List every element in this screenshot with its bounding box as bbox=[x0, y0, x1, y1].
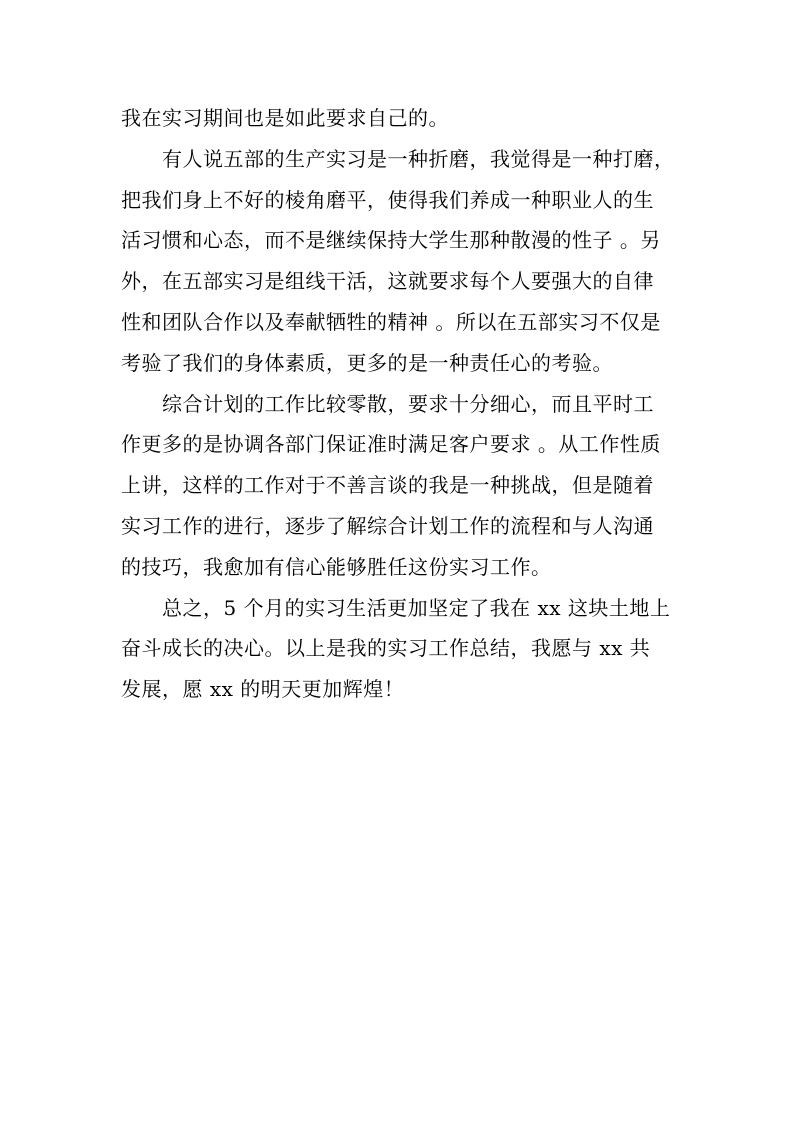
document-body bbox=[121, 98, 681, 710]
text-line: 把我们身上不好的棱角磨平，使得我们养成一种职业人的生 bbox=[121, 187, 654, 212]
text-line: 实习工作的进行，逐步了解综合计划工作的流程和与人沟通 bbox=[121, 513, 654, 538]
text-line: 上讲，这样的工作对于不善言谈的我是一种挑战，但是随着 bbox=[121, 473, 654, 498]
text-line: 作更多的是协调各部门保证准时满足客户要求 。从工作性质 bbox=[121, 432, 661, 457]
paragraph-start-line: 总之，5 个月的实习生活更加坚定了我在 xx 这块土地上 bbox=[162, 595, 671, 620]
paragraph-start-line: 综合计划的工作比较零散，要求十分细心，而且平时工 bbox=[162, 391, 654, 416]
text-line: 考验了我们的身体素质，更多的是一种责任心的考验。 bbox=[121, 350, 613, 375]
text-line: 活习惯和心态，而不是继续保持大学生那种散漫的性子 。另 bbox=[121, 228, 661, 253]
text-line: 外，在五部实习是组线干活，这就要求每个人要强大的自律 bbox=[121, 269, 654, 294]
text-line: 的技巧，我愈加有信心能够胜任这份实习工作。 bbox=[121, 554, 552, 579]
text-line: 发展，愿 xx 的明天更加辉煌！ bbox=[121, 677, 405, 702]
text-line: 奋斗成长的决心。以上是我的实习工作总结，我愿与 xx 共 bbox=[121, 636, 651, 661]
text-line: 我在实习期间也是如此要求自己的。 bbox=[121, 106, 449, 130]
paragraph-start-line: 有人说五部的生产实习是一种折磨，我觉得是一种打磨， bbox=[162, 146, 675, 171]
text-line: 性和团队合作以及奉献牺牲的精神 。所以在五部实习不仅是 bbox=[121, 309, 661, 334]
